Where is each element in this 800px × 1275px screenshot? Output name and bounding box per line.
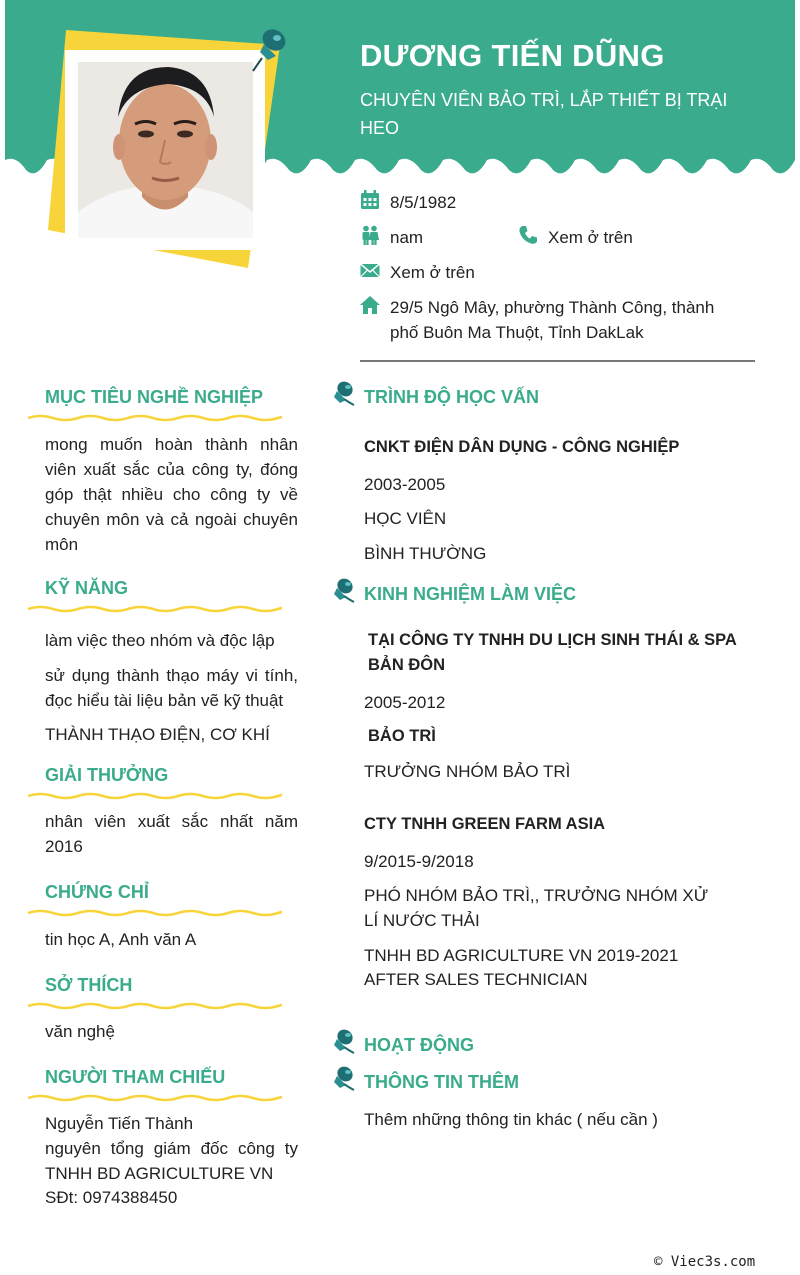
skill-item: sử dụng thành thạo máy vi tính, đọc hiểu tài liệu bản vẽ kỹ thuật	[45, 666, 298, 710]
pushpin-icon	[330, 576, 356, 604]
phone-icon	[518, 225, 538, 245]
objective-heading: MỤC TIÊU NGHỀ NGHIỆP	[45, 387, 264, 407]
copyright: © Viec3s.com	[654, 1254, 756, 1270]
skill-item: THÀNH THẠO ĐIỆN, CƠ KHÍ	[45, 725, 270, 744]
heading-underline	[28, 413, 282, 423]
job-period: 9/2015-9/2018	[364, 852, 474, 871]
email-value: Xem ở trên	[390, 263, 475, 282]
heading-underline	[28, 1093, 282, 1103]
hobbies-text: văn nghệ	[45, 1022, 115, 1041]
certificates-heading: CHỨNG CHỈ	[45, 882, 149, 902]
references-heading: NGƯỜI THAM CHIẾU	[45, 1067, 226, 1087]
job-title: CHUYÊN VIÊN BẢO TRÌ, LẮP THIẾT BỊ TRẠI HEO	[360, 90, 728, 138]
job-description: TRƯỞNG NHÓM BẢO TRÌ	[364, 762, 571, 781]
heading-underline	[28, 604, 282, 614]
pushpin-icon	[250, 26, 290, 72]
address-value: 29/5 Ngô Mây, phường Thành Công, thành phố Buôn Ma Thuột, Tỉnh DakLak	[390, 298, 715, 342]
activities-heading: HOẠT ĐỘNG	[364, 1035, 474, 1055]
pushpin-icon	[330, 1064, 356, 1092]
heading-underline	[28, 908, 282, 918]
reference-position: nguyên tổng giám đốc công ty TNHH BD AGRICULTURE VN	[45, 1139, 298, 1183]
job-company: TẠI CÔNG TY TNHH DU LỊCH SINH THÁI & SPA BẢN ĐÔN	[368, 631, 737, 674]
candidate-name: DƯƠNG TIẾN DŨNG	[360, 38, 665, 73]
education-heading: TRÌNH ĐỘ HỌC VẤN	[364, 387, 539, 407]
reference-phone: SĐt: 0974388450	[45, 1188, 178, 1207]
job-extra: TNHH BD AGRICULTURE VN 2019-2021	[364, 946, 679, 965]
certificates-text: tin học A, Anh văn A	[45, 930, 197, 949]
job-period: 2005-2012	[364, 693, 446, 712]
pushpin-icon	[330, 379, 356, 407]
awards-text: nhân viên xuất sắc nhất năm 2016	[45, 812, 298, 856]
heading-underline	[28, 791, 282, 801]
email-row	[360, 260, 475, 285]
address-row	[360, 295, 740, 345]
gender-value: nam	[390, 228, 424, 247]
experience-heading: KINH NGHIỆM LÀM VIỆC	[364, 584, 577, 604]
education-school: CNKT ĐIỆN DÂN DỤNG - CÔNG NGHIỆP	[364, 438, 680, 456]
calendar-icon	[360, 190, 380, 210]
job-position: BẢO TRÌ	[368, 727, 436, 745]
birthday-value: 8/5/1982	[390, 193, 457, 212]
header-divider	[360, 360, 755, 362]
skill-item: làm việc theo nhóm và độc lập	[45, 631, 275, 650]
awards-heading: GIẢI THƯỞNG	[45, 765, 169, 785]
gender-icon	[360, 225, 380, 245]
education-period: 2003-2005	[364, 475, 446, 494]
pushpin-icon	[330, 1027, 356, 1055]
education-grade: BÌNH THƯỜNG	[364, 544, 487, 563]
job-description: PHÓ NHÓM BẢO TRÌ,, TRƯỞNG NHÓM XỬ LÍ NƯỚC THẢI	[364, 886, 709, 930]
education-degree: HỌC VIÊN	[364, 509, 447, 528]
heading-underline	[28, 1001, 282, 1011]
phone-row	[518, 225, 633, 250]
reference-name: Nguyễn Tiến Thành	[45, 1114, 194, 1133]
gender-row	[360, 225, 423, 250]
more-info-heading: THÔNG TIN THÊM	[364, 1072, 519, 1092]
skills-heading: KỸ NĂNG	[45, 578, 129, 598]
avatar-photo	[78, 62, 253, 238]
more-info-text: Thêm những thông tin khác ( nếu cần )	[364, 1110, 658, 1129]
job-company: CTY TNHH GREEN FARM ASIA	[364, 815, 606, 833]
home-icon	[360, 295, 380, 315]
job-extra: AFTER SALES TECHNICIAN	[364, 970, 588, 989]
envelope-icon	[360, 260, 380, 280]
birthday-row	[360, 190, 456, 215]
hobbies-heading: SỞ THÍCH	[45, 975, 133, 995]
objective-text: mong muốn hoàn thành nhân viên xuất sắc của công ty, đóng góp thật nhiều cho công ty về chuyên môn và cả ngoài chuyên môn	[45, 435, 298, 554]
phone-value: Xem ở trên	[548, 228, 633, 247]
